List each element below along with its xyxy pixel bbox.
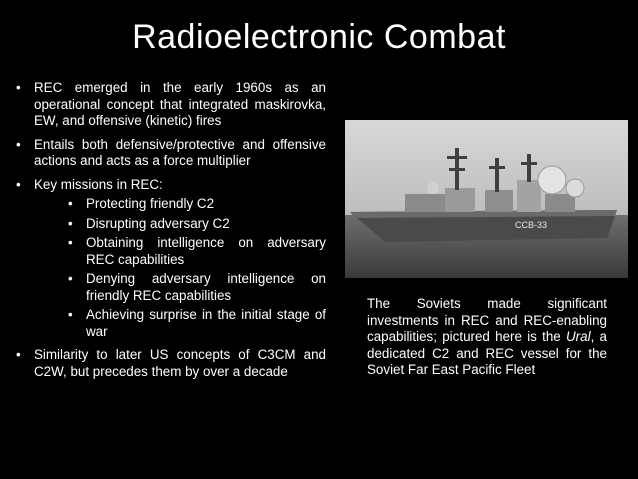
bullet-list [14, 80, 326, 387]
sub-bullet-obtaining: • Obtaining intelligence on adversary REC capabilities [64, 235, 326, 268]
ship-photo-graphic [345, 120, 628, 278]
hull-number: ССВ-33 [515, 220, 548, 230]
caption-text-before: The Soviets made significant investments in REC and REC-enabling capabilities; pictured here is the [367, 296, 607, 344]
bullet-rec-origin: • REC emerged in the early 1960s as an operational concept that integrated maskirovka, EW, and offensive (kinetic) fires [14, 80, 326, 130]
bullet-key-missions [14, 177, 326, 341]
sub-bullet-disrupting: • Disrupting adversary C2 [64, 216, 326, 233]
ship-photo [345, 120, 628, 278]
bullet-key-missions-label: Key missions in REC: [34, 176, 163, 192]
slide-title: Radioelectronic Combat [132, 18, 506, 56]
caption-ship-name: Ural [566, 329, 591, 344]
bullet-similarity: • Similarity to later US concepts of C3CM and C2W, but precedes them by over a decade [14, 347, 326, 380]
sub-bullet-protecting: • Protecting friendly C2 [64, 196, 326, 213]
photo-caption [367, 296, 607, 379]
caption-text-after: , a dedicated C2 and REC vessel for the Soviet Far East Pacific Fleet [367, 329, 608, 377]
bullet-entails: • Entails both defensive/protective and offensive actions and acts as a force multiplier [14, 137, 326, 170]
sub-bullet-surprise: • Achieving surprise in the initial stage of war [64, 307, 326, 340]
sub-bullet-denying: • Denying adversary intelligence on friendly REC capabilities [64, 271, 326, 304]
